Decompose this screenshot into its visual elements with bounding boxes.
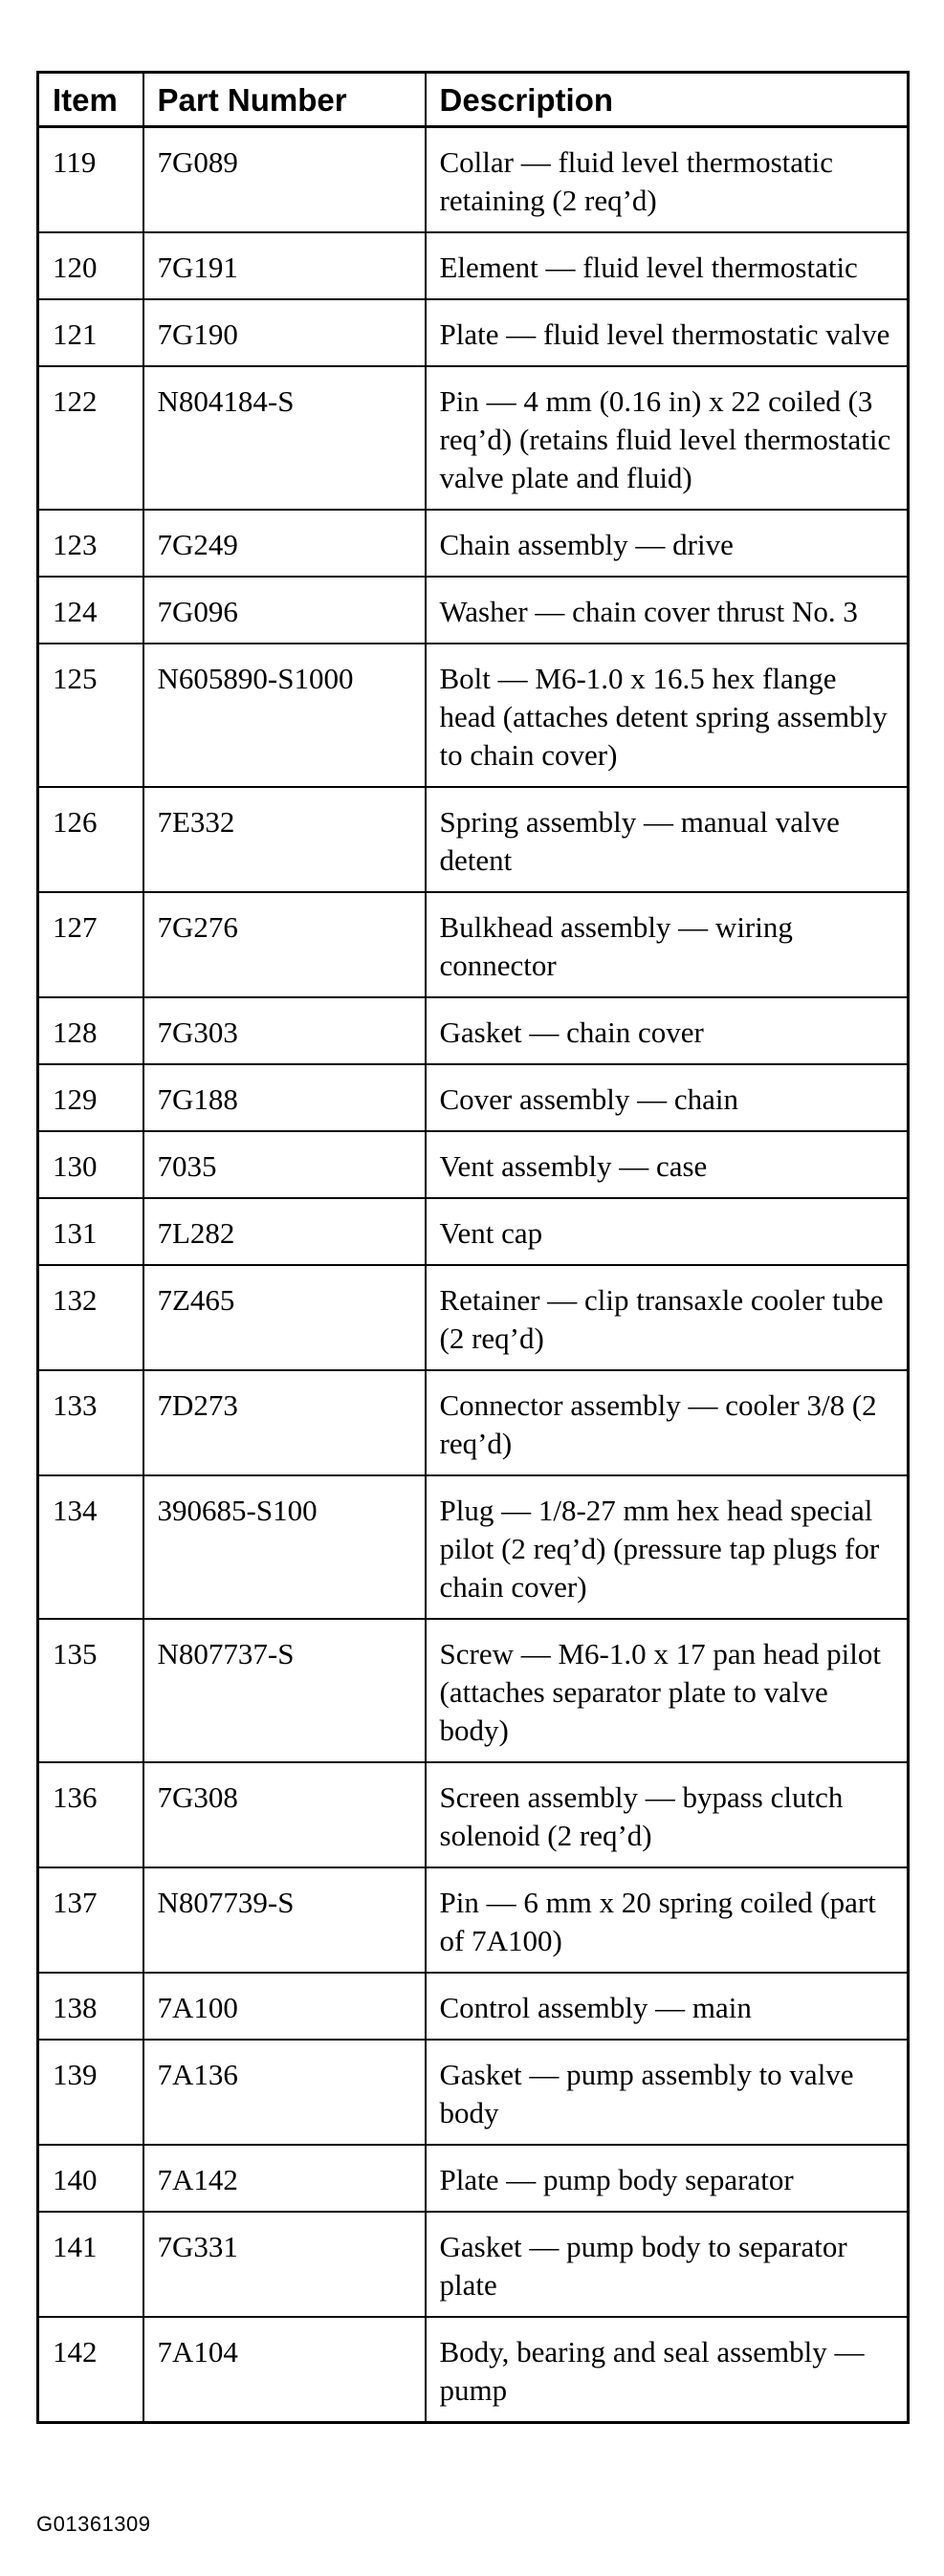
- table-row: [38, 127, 909, 233]
- item-number: 119: [38, 127, 143, 233]
- table-row: [38, 1265, 909, 1370]
- table-row: [38, 1973, 909, 2040]
- item-number: 140: [38, 2145, 143, 2212]
- table-row: [38, 2145, 909, 2212]
- part-number: 7A136: [143, 2040, 426, 2145]
- part-number: N807739-S: [143, 1867, 426, 1973]
- item-number: 129: [38, 1064, 143, 1131]
- table-row: [38, 2212, 909, 2317]
- description: Gasket — pump body to separator plate: [426, 2212, 909, 2317]
- part-number: 7G188: [143, 1064, 426, 1131]
- header-description: Description: [426, 73, 909, 127]
- description: Plug — 1/8-27 mm hex head special pilot (2 req’d) (pressure tap plugs for chain cover): [426, 1475, 909, 1619]
- table-row: [38, 1867, 909, 1973]
- description: Connector assembly — cooler 3/8 (2 req’d): [426, 1370, 909, 1475]
- part-number: 7G303: [143, 997, 426, 1064]
- item-number: 142: [38, 2317, 143, 2423]
- table-row: [38, 1131, 909, 1198]
- part-number: N804184-S: [143, 366, 426, 510]
- part-number: 7G249: [143, 510, 426, 577]
- description: Gasket — chain cover: [426, 997, 909, 1064]
- part-number: N605890-S1000: [143, 644, 426, 787]
- table-row: [38, 644, 909, 787]
- item-number: 139: [38, 2040, 143, 2145]
- part-number: 7E332: [143, 787, 426, 892]
- description: Bulkhead assembly — wiring connector: [426, 892, 909, 997]
- item-number: 141: [38, 2212, 143, 2317]
- header-item: Item: [38, 73, 143, 127]
- item-number: 122: [38, 366, 143, 510]
- header-part-number: Part Number: [143, 73, 426, 127]
- description: Pin — 6 mm x 20 spring coiled (part of 7A100): [426, 1867, 909, 1973]
- table-row: [38, 1064, 909, 1131]
- part-number: 7A104: [143, 2317, 426, 2423]
- part-number: 7G331: [143, 2212, 426, 2317]
- item-number: 125: [38, 644, 143, 787]
- item-number: 131: [38, 1198, 143, 1265]
- description: Washer — chain cover thrust No. 3: [426, 577, 909, 644]
- table-row: [38, 1198, 909, 1265]
- part-number: 7G308: [143, 1762, 426, 1867]
- part-number: 7G191: [143, 232, 426, 299]
- item-number: 120: [38, 232, 143, 299]
- table-row: [38, 2317, 909, 2423]
- table-row: [38, 892, 909, 997]
- table-row: [38, 510, 909, 577]
- description: Vent cap: [426, 1198, 909, 1265]
- description: Vent assembly — case: [426, 1131, 909, 1198]
- part-number: 7035: [143, 1131, 426, 1198]
- item-number: 126: [38, 787, 143, 892]
- part-number: 7A142: [143, 2145, 426, 2212]
- figure-id: G01361309: [36, 2512, 151, 2536]
- item-number: 136: [38, 1762, 143, 1867]
- description: Screen assembly — bypass clutch solenoid (2 req’d): [426, 1762, 909, 1867]
- part-number: 7G089: [143, 127, 426, 233]
- part-number: N807737-S: [143, 1619, 426, 1762]
- description: Screw — M6-1.0 x 17 pan head pilot (attaches separator plate to valve body): [426, 1619, 909, 1762]
- table-header: [38, 73, 909, 127]
- item-number: 121: [38, 299, 143, 366]
- part-number: 7G190: [143, 299, 426, 366]
- part-number: 7G096: [143, 577, 426, 644]
- description: Collar — fluid level thermostatic retaining (2 req’d): [426, 127, 909, 233]
- description: Bolt — M6-1.0 x 16.5 hex flange head (attaches detent spring assembly to chain cover): [426, 644, 909, 787]
- description: Element — fluid level thermostatic: [426, 232, 909, 299]
- table-row: [38, 1370, 909, 1475]
- table-row: [38, 1475, 909, 1619]
- table-row: [38, 2040, 909, 2145]
- item-number: 130: [38, 1131, 143, 1198]
- item-number: 127: [38, 892, 143, 997]
- item-number: 124: [38, 577, 143, 644]
- description: Spring assembly — manual valve detent: [426, 787, 909, 892]
- part-number: 7D273: [143, 1370, 426, 1475]
- item-number: 133: [38, 1370, 143, 1475]
- description: Body, bearing and seal assembly — pump: [426, 2317, 909, 2423]
- table-body: [38, 127, 909, 2423]
- table-row: [38, 366, 909, 510]
- description: Gasket — pump assembly to valve body: [426, 2040, 909, 2145]
- item-number: 137: [38, 1867, 143, 1973]
- description: Plate — fluid level thermostatic valve: [426, 299, 909, 366]
- item-number: 134: [38, 1475, 143, 1619]
- table-row: [38, 997, 909, 1064]
- table-row: [38, 299, 909, 366]
- table-row: [38, 1762, 909, 1867]
- part-number: 390685-S100: [143, 1475, 426, 1619]
- part-number: 7G276: [143, 892, 426, 997]
- item-number: 138: [38, 1973, 143, 2040]
- description: Chain assembly — drive: [426, 510, 909, 577]
- item-number: 123: [38, 510, 143, 577]
- part-number: 7A100: [143, 1973, 426, 2040]
- description: Pin — 4 mm (0.16 in) x 22 coiled (3 req’d) (retains fluid level thermostatic valve plate and fluid): [426, 366, 909, 510]
- description: Control assembly — main: [426, 1973, 909, 2040]
- table-row: [38, 232, 909, 299]
- part-number: 7Z465: [143, 1265, 426, 1370]
- description: Retainer — clip transaxle cooler tube (2 req’d): [426, 1265, 909, 1370]
- parts-table: [36, 71, 910, 2424]
- description: Cover assembly — chain: [426, 1064, 909, 1131]
- table-row: [38, 1619, 909, 1762]
- table-row: [38, 577, 909, 644]
- item-number: 132: [38, 1265, 143, 1370]
- table-row: [38, 787, 909, 892]
- description: Plate — pump body separator: [426, 2145, 909, 2212]
- item-number: 135: [38, 1619, 143, 1762]
- header-row: [38, 73, 909, 127]
- part-number: 7L282: [143, 1198, 426, 1265]
- item-number: 128: [38, 997, 143, 1064]
